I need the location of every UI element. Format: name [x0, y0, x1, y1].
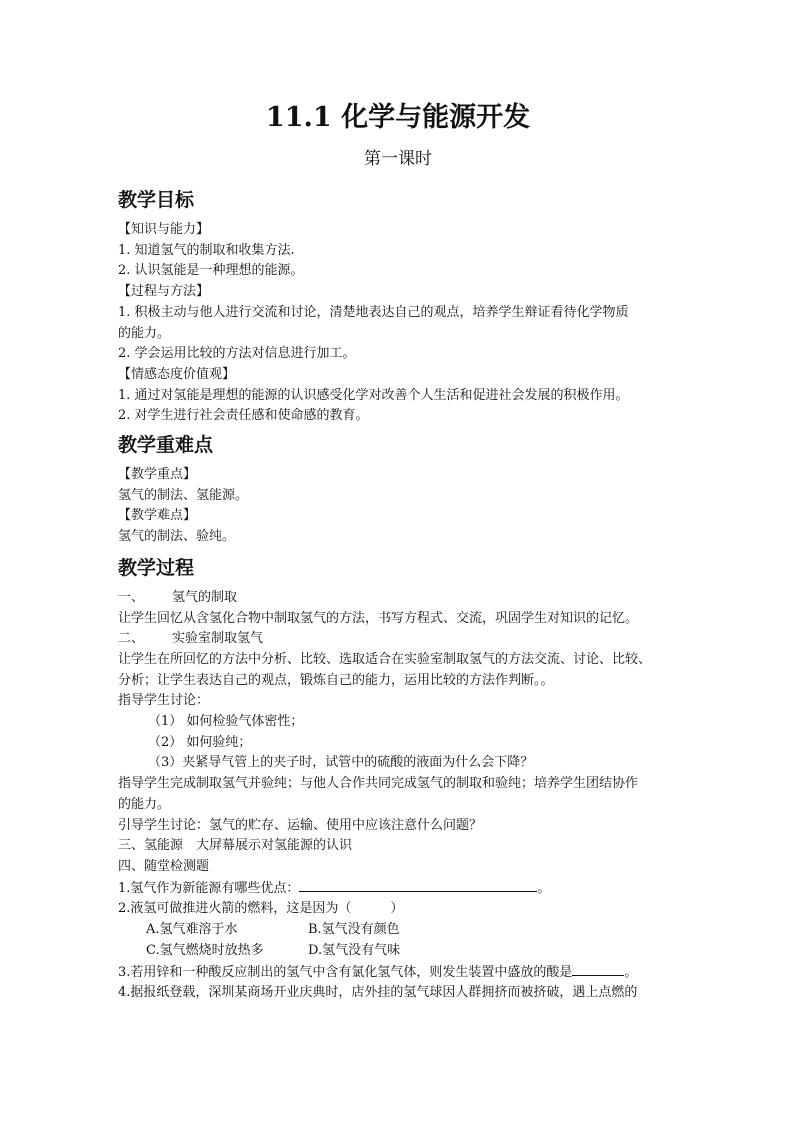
objectives-heading: 教学目标: [118, 189, 195, 211]
guide-2-line2: 的能力。: [118, 796, 171, 812]
option-d: D.氢气没有气味: [308, 942, 401, 958]
answer-blank[interactable]: [299, 878, 537, 892]
guide-item: （2） 如何验纯；: [148, 734, 252, 750]
page-subtitle: 第一课时: [364, 149, 432, 169]
question-3-text: 3.若用锌和一种酸反应制出的氢气中含有氯化氢气体，则发生装置中盛放的酸是: [118, 964, 573, 980]
option-b: B.氢气没有颜色: [308, 922, 400, 938]
knowledge-item: 2. 认识氢能是一种理想的能源。: [118, 263, 304, 279]
question-3: [118, 962, 678, 984]
section-1-number: 一、: [118, 589, 145, 605]
guide-item: （1） 如何检验气体密性；: [148, 714, 304, 730]
section-1-title: [118, 588, 678, 609]
process-item-2: 2. 学会运用比较的方法对信息进行加工。: [118, 346, 356, 362]
option-c: C.氢气燃烧时放热多: [146, 942, 264, 958]
guide-3: 引导学生讨论：氢气的贮存、运输、使用中应该注意什么问题？: [118, 817, 483, 833]
emotion-item: 1. 通过对氢能是理想的能源的认识感受化学对改善个人生活和促进社会发展的积极作用。: [118, 387, 629, 403]
section-2-label: 实验室制取氢气: [172, 631, 264, 647]
emotion-label: 【情感态度价值观】: [118, 366, 236, 382]
process-item-1-line2: 的能力。: [118, 325, 171, 341]
section-1-text: 让学生回忆从含氢化合物中制取氢气的方法，书写方程式、交流，巩固学生对知识的记忆。: [118, 610, 639, 626]
process-label: 【过程与方法】: [118, 284, 210, 300]
question-3-end: 。: [624, 964, 638, 980]
emotion-item: 2. 对学生进行社会责任感和使命感的教育。: [118, 408, 369, 424]
guide-2-line1: 指导学生完成制取氢气并验纯；与他人合作共同完成氢气的制取和验纯；培养学生团结协作: [118, 776, 639, 792]
question-2-options-row: [118, 920, 678, 941]
section-2-text-line2: 分析；让学生表达自己的观点，锻炼自己的能力，运用比较的方法作判断。。: [118, 672, 554, 688]
focus-text: 氢气的制法、氢能源。: [118, 487, 249, 503]
question-1: [118, 878, 678, 900]
section-2-number: 二、: [118, 631, 145, 647]
question-1-text: 1.氢气作为新能源有哪些优点：: [118, 880, 300, 896]
difficulty-text: 氢气的制法、验纯。: [118, 529, 236, 545]
section-2-title: [118, 629, 678, 650]
process-heading: 教学过程: [118, 556, 195, 579]
question-2: 2.液氢可做推进火箭的燃料，这是因为（ ）: [118, 901, 404, 917]
keypoints-heading: 教学重难点: [118, 434, 214, 457]
focus-label: 【教学重点】: [118, 467, 197, 483]
answer-blank[interactable]: [572, 962, 624, 976]
question-2-options-row: [118, 941, 678, 962]
knowledge-item: 1. 知道氢气的制取和收集方法.: [118, 242, 295, 258]
section-3: 三、氢能源 大屏幕展示对氢能源的认识: [118, 838, 353, 854]
section-2-text-line1: 让学生在所回忆的方法中分析、比较、选取适合在实验室制取氢气的方法交流、讨论、比较、: [118, 651, 652, 667]
difficulty-label: 【教学难点】: [118, 508, 197, 524]
knowledge-label: 【知识与能力】: [118, 222, 210, 237]
question-4: 4.据报纸登载，深圳某商场开业庆典时，店外挂的氢气球因人群拥挤而被挤破，遇上点燃的: [118, 985, 638, 1001]
page-title: 11.1 化学与能源开发: [265, 102, 531, 133]
process-item-1-line1: 1. 积极主动与他人进行交流和讨论，清楚地表达自己的观点，培养学生辩证看待化学物质: [118, 304, 629, 320]
guide-item: （3）夹紧导气管上的夹子时，试管中的硫酸的液面为什么会下降？: [148, 755, 534, 771]
section-4: 四、随堂检测题: [118, 858, 210, 874]
option-a: A.氢气难溶于水: [146, 922, 238, 938]
guide-label: 指导学生讨论：: [118, 693, 210, 709]
document-body: [118, 186, 678, 1004]
question-1-end: 。: [537, 880, 551, 896]
section-1-label: 氢气的制取: [172, 589, 238, 605]
